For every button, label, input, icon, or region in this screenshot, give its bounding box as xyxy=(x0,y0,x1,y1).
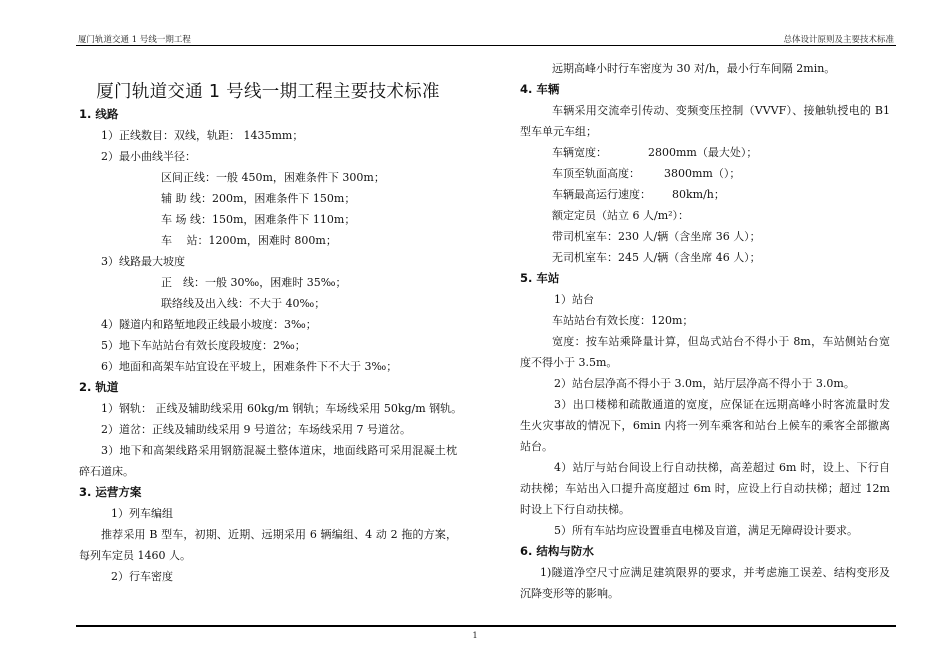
station-platform: 1）站台 xyxy=(554,293,594,306)
route-line-count: 1）正线数目：双线，轨距： 1435mm； xyxy=(101,129,304,142)
route-gradient-mainline: 正 线：一般 30‰，困难时 35‰； xyxy=(161,276,347,289)
right-column xyxy=(520,58,890,604)
section-heading-station: 5. 车站 xyxy=(520,271,560,285)
station-platform-length: 车站站台有效长度：120m； xyxy=(552,314,694,327)
vehicle-width-value: 2800mm（最大处）； xyxy=(648,146,758,159)
route-min-radius: 2）最小曲线半径： xyxy=(101,150,196,163)
track-bed: 3）地下和高架线路采用钢筋混凝土整体道床，地面线路可采用混凝土枕碎石道床。 xyxy=(79,444,457,478)
vehicle-rated-capacity: 额定定员（站立 6 人/m²）： xyxy=(552,209,690,222)
station-platform-width: 宽度：按车站乘降量计算，但岛式站台不得小于 8m，车站侧站台宽度不得小于 3.5m。 xyxy=(520,335,890,369)
section-heading-structure: 6. 结构与防水 xyxy=(520,544,594,558)
header-chapter-name: 总体设计原则及主要技术标准 xyxy=(783,35,894,45)
route-tunnel-min-gradient: 4）隧道内和路堑地段正线最小坡度：3‰； xyxy=(101,318,317,331)
route-elevated-station-gradient: 6）地面和高架车站宜设在平坡上，困难条件下不大于 3‰； xyxy=(101,360,398,373)
section-heading-operation: 3. 运营方案 xyxy=(79,485,142,499)
vehicle-max-speed-value: 80km/h； xyxy=(672,188,725,201)
page-number: 1 xyxy=(472,631,478,640)
vehicle-roof-height-label: 车顶至轨面高度： xyxy=(552,167,640,180)
vehicle-width xyxy=(520,142,890,163)
footer-rule xyxy=(76,625,896,627)
operation-frequency: 2）行车密度 xyxy=(111,570,173,583)
vehicle-cab-car-capacity: 带司机室车：230 人/辆（含坐席 36 人）； xyxy=(552,230,761,243)
section-heading-route: 1. 线路 xyxy=(79,107,119,121)
route-gradient-connector: 联络线及出入线：不大于 40‰； xyxy=(161,297,326,310)
header-project-name: 厦门轨道交通 1 号线一期工程 xyxy=(78,35,191,45)
operation-frequency-detail: 远期高峰小时行车密度为 30 对/h，最小行车间隔 2min。 xyxy=(552,62,836,75)
vehicle-roof-height xyxy=(520,163,890,184)
operation-formation-detail: 推荐采用 B 型车，初期、近期、远期采用 6 辆编组、4 动 2 拖的方案，每列车定员 1460 人。 xyxy=(79,528,457,562)
route-max-gradient: 3）线路最大坡度 xyxy=(101,255,185,268)
station-evacuation: 3）出口楼梯和疏散通道的宽度，应保证在远期高峰小时客流量时发生火灾事故的情况下，6min 内将一列车乘客和站台上候车的乘客全部撤离站台。 xyxy=(520,398,890,453)
structure-tunnel-clearance: 1)隧道净空尺寸应满足建筑限界的要求，并考虑施工误差、结构变形及沉降变形等的影响。 xyxy=(520,566,890,600)
vehicle-width-label: 车辆宽度： xyxy=(552,146,607,159)
station-accessibility: 5）所有车站均应设置垂直电梯及盲道，满足无障碍设计要求。 xyxy=(554,524,858,537)
route-radius-mainline: 区间正线：一般 450m，困难条件下 300m； xyxy=(161,171,385,184)
document-title: 厦门轨道交通 1 号线一期工程主要技术标准 xyxy=(96,82,440,102)
station-clear-height: 2）站台层净高不得小于 3.0m，站厅层净高不得小于 3.0m。 xyxy=(554,377,855,390)
section-heading-vehicle: 4. 车辆 xyxy=(520,82,560,96)
section-heading-track: 2. 轨道 xyxy=(79,380,119,394)
vehicle-description: 车辆采用交流牵引传动、变频变压控制（VVVF）、接触轨授电的 B1 型车单元车组； xyxy=(520,104,890,138)
route-radius-station: 车 站：1200m，困难时 800m； xyxy=(161,234,337,247)
route-radius-auxiliary: 辅 助 线：200m，困难条件下 150m； xyxy=(161,192,356,205)
left-column xyxy=(79,58,463,587)
track-turnout: 2）道岔：正线及辅助线采用 9 号道岔；车场线采用 7 号道岔。 xyxy=(101,423,411,436)
header-rule xyxy=(76,45,896,46)
vehicle-max-speed xyxy=(520,184,890,205)
station-escalators: 4）站厅与站台间设上行自动扶梯，高差超过 6m 时，设上、下行自动扶梯；车站出入口提升高度超过 6m 时，应设上行自动扶梯；超过 12m 时设上下行自动扶梯。 xyxy=(520,461,890,516)
vehicle-roof-height-value: 3800mm（）； xyxy=(664,167,741,180)
track-rail: 1）钢轨： 正线及辅助线采用 60kg/m 钢轨；车场线采用 50kg/m 钢轨。 xyxy=(101,402,463,415)
vehicle-max-speed-label: 车辆最高运行速度： xyxy=(552,188,651,201)
route-platform-gradient: 5）地下车站站台有效长度段坡度：2‰； xyxy=(101,339,306,352)
route-radius-depot: 车 场 线：150m，困难条件下 110m； xyxy=(161,213,356,226)
operation-train-formation: 1）列车编组 xyxy=(111,507,173,520)
vehicle-non-cab-car-capacity: 无司机室车：245 人/辆（含坐席 46 人）； xyxy=(552,251,761,264)
